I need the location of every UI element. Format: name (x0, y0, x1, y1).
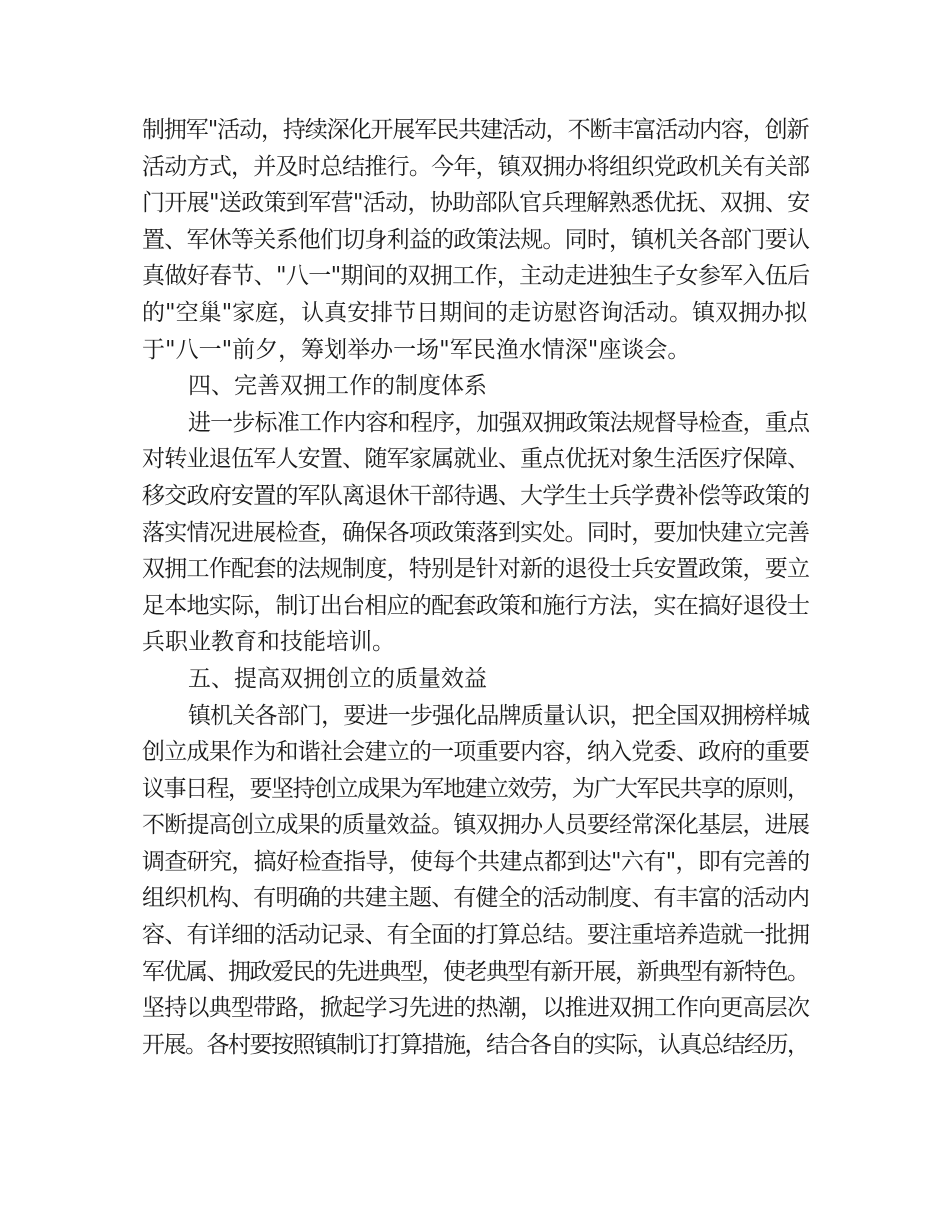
text-line: 开展。各村要按照镇制订打算措施，结合各自的实际，认真总结经历， (142, 1031, 809, 1058)
text-line: 真做好春节、"八一"期间的双拥工作，主动走进独生子女参军入伍后 (142, 263, 810, 290)
text-line: 组织机构、有明确的共建主题、有健全的活动制度、有丰富的活动内 (142, 885, 810, 912)
text-line: 容、有详细的活动记录、有全面的打算总结。要注重培养造就一批拥 (142, 922, 810, 949)
text-line: 活动方式，并及时总结推行。今年，镇双拥办将组织党政机关有关部 (142, 153, 810, 180)
text-line: 门开展"送政策到军营"活动，协助部队官兵理解熟悉优抚、双拥、安 (142, 190, 810, 217)
text-line: 足本地实际，制订出台相应的配套政策和施行方法，实在搞好退役士 (142, 592, 810, 619)
text-line: 于"八一"前夕，筹划举办一场"军民渔水情深"座谈会。 (142, 336, 691, 363)
text-line: 议事日程，要坚持创立成果为军地建立效劳，为广大军民共享的原则， (142, 775, 809, 802)
text-line: 落实情况进展检查，确保各项政策落到实处。同时，要加快建立完善 (142, 519, 810, 546)
text-line: 军优属、拥政爱民的先进典型，使老典型有新开展，新典型有新特色。 (142, 958, 809, 985)
text-line: 不断提高创立成果的质量效益。镇双拥办人员要经常深化基层，进展 (142, 812, 810, 839)
text-line: 双拥工作配套的法规制度，特别是针对新的退役士兵安置政策，要立 (142, 556, 810, 583)
text-line: 置、军休等关系他们切身利益的政策法规。同时，镇机关各部门要认 (142, 226, 810, 253)
paragraph-start-line: 五、提高双拥创立的质量效益 (188, 665, 487, 692)
text-line: 制拥军"活动，持续深化开展军民共建活动，不断丰富活动内容，创新 (142, 117, 809, 143)
paragraph-start-line: 进一步标准工作内容和程序，加强双拥政策法规督导检查，重点 (188, 409, 810, 436)
text-line: 的"空巢"家庭，认真安排节日期间的走访慰咨询活动。镇双拥办拟 (142, 299, 808, 326)
text-line: 调查研究，搞好检查指导，使每个共建点都到达"六有"，即有完善的 (142, 848, 810, 875)
text-line: 兵职业教育和技能培训。 (142, 629, 395, 656)
text-line: 坚持以典型带路，掀起学习先进的热潮，以推进双拥工作向更高层次 (142, 995, 810, 1022)
paragraph-start-line: 镇机关各部门，要进一步强化品牌质量认识，把全国双拥榜样城 (188, 702, 810, 729)
paragraph-start-line: 四、完善双拥工作的制度体系 (188, 373, 487, 400)
document-body (142, 112, 810, 1063)
text-line: 对转业退伍军人安置、随军家属就业、重点优抚对象生活医疗保障、 (142, 446, 810, 473)
text-line: 移交政府安置的军队离退休干部待遇、大学生士兵学费补偿等政策的 (142, 482, 810, 509)
text-line: 创立成果作为和谐社会建立的一项重要内容，纳入党委、政府的重要 (142, 739, 810, 766)
